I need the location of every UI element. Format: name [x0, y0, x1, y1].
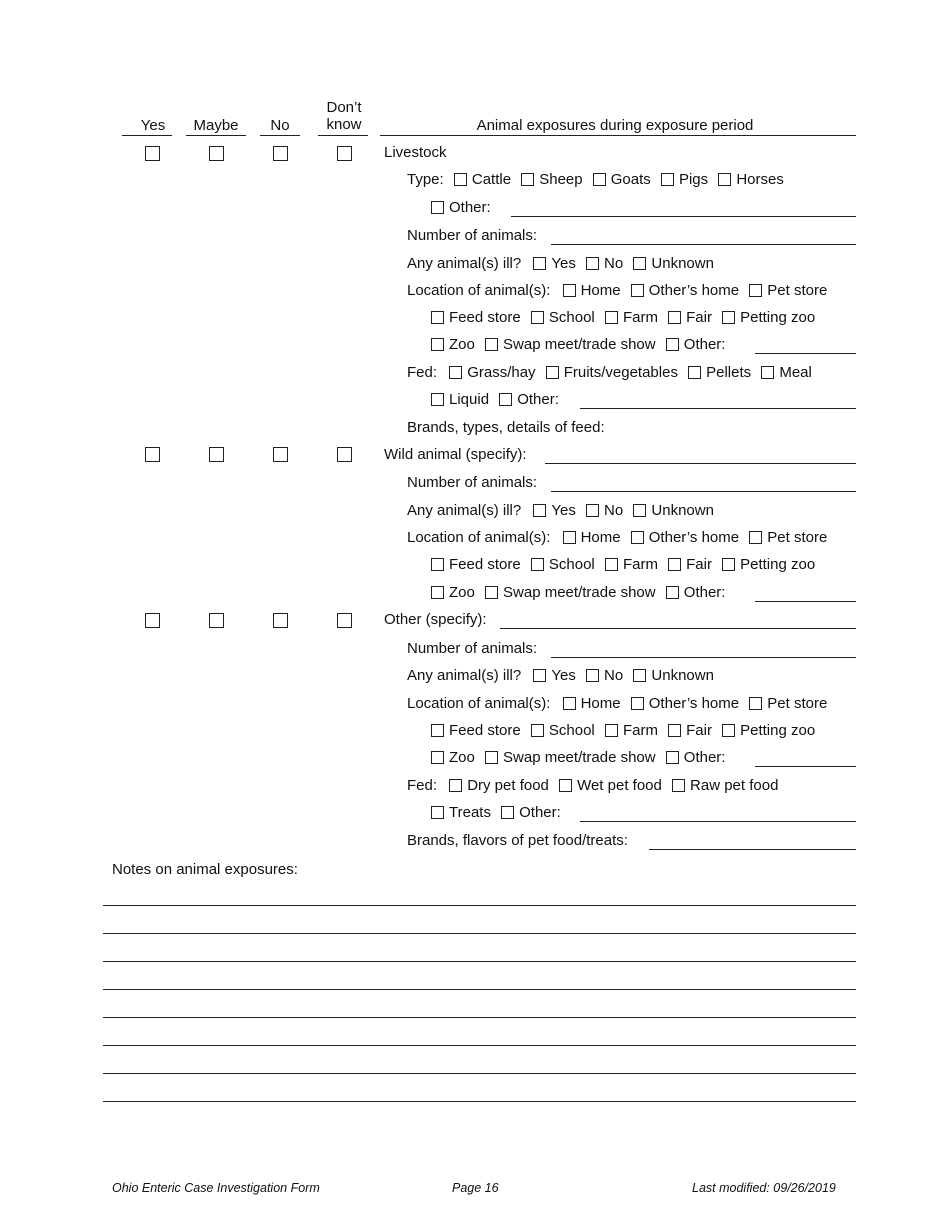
option-label: Feed store [449, 556, 521, 573]
ill-label: Any animal(s) ill? [407, 502, 522, 519]
notes-line[interactable] [103, 1017, 856, 1018]
notes-line[interactable] [103, 933, 856, 934]
loc-zoo-checkbox[interactable] [431, 338, 444, 351]
loc-pet-store-checkbox[interactable] [749, 531, 762, 544]
option-label: Home [580, 529, 621, 546]
loc-petting-zoo-checkbox[interactable] [722, 558, 735, 571]
ill-label: Any animal(s) ill? [407, 255, 522, 272]
loc-others-home-checkbox[interactable] [631, 531, 644, 544]
loc-feed-store-checkbox[interactable] [431, 311, 444, 324]
option-label: Fruits/vegetables [563, 364, 678, 381]
loc-pet-store-checkbox[interactable] [749, 284, 762, 297]
loc-farm-checkbox[interactable] [605, 558, 618, 571]
ill-no-checkbox[interactable] [586, 669, 599, 682]
type-label: Type: [407, 171, 444, 188]
loc-home-checkbox[interactable] [563, 697, 576, 710]
loc-swap-meet-checkbox[interactable] [485, 338, 498, 351]
option-label: Other: [683, 749, 726, 766]
loc-swap-meet-checkbox[interactable] [485, 751, 498, 764]
fed-wet-pet-food-checkbox[interactable] [559, 779, 572, 792]
notes-line[interactable] [103, 1073, 856, 1074]
option-label: Other: [517, 391, 559, 408]
option-label: Petting zoo [740, 309, 816, 326]
livestock-location-row3 [431, 336, 731, 354]
option-label: Feed store [449, 722, 521, 739]
other-location-row3 [431, 749, 731, 767]
fed-pellets-checkbox[interactable] [688, 366, 701, 379]
option-label: School [548, 309, 595, 326]
option-label: Farm [622, 309, 658, 326]
option-label: Dry pet food [467, 777, 549, 794]
option-label: Pet store [767, 282, 828, 299]
footer-page-number: Page 16 [452, 1181, 499, 1195]
livestock-location-row1 [407, 282, 833, 300]
type-sheep-checkbox[interactable] [521, 173, 534, 186]
wild-no-checkbox[interactable] [273, 447, 288, 462]
ill-unknown-checkbox[interactable] [633, 257, 646, 270]
location-label: Location of animal(s): [407, 695, 551, 712]
option-label: Liquid [449, 391, 490, 408]
header-rule [122, 135, 172, 136]
option-label: Treats [449, 804, 491, 821]
loc-fair-checkbox[interactable] [668, 558, 681, 571]
other-maybe-checkbox[interactable] [209, 613, 224, 628]
loc-other-field[interactable] [755, 353, 856, 354]
loc-petting-zoo-checkbox[interactable] [722, 311, 735, 324]
loc-others-home-checkbox[interactable] [631, 284, 644, 297]
option-label: Other: [683, 584, 726, 601]
loc-other-checkbox[interactable] [666, 586, 679, 599]
ill-unknown-checkbox[interactable] [633, 504, 646, 517]
option-label: Fair [686, 722, 712, 739]
fed-treats-checkbox[interactable] [431, 806, 444, 819]
wild-maybe-checkbox[interactable] [209, 447, 224, 462]
fed-raw-pet-food-checkbox[interactable] [672, 779, 685, 792]
fed-other-field[interactable] [580, 821, 856, 822]
loc-petting-zoo-checkbox[interactable] [722, 724, 735, 737]
wild-label: Wild animal (specify): [384, 446, 527, 463]
loc-zoo-checkbox[interactable] [431, 586, 444, 599]
livestock-yes-checkbox[interactable] [145, 146, 160, 161]
notes-line[interactable] [103, 905, 856, 906]
loc-feed-store-checkbox[interactable] [431, 724, 444, 737]
fed-liquid-checkbox[interactable] [431, 393, 444, 406]
option-label: Pet store [767, 529, 828, 546]
other-yes-checkbox[interactable] [145, 613, 160, 628]
option-label: Farm [622, 722, 658, 739]
type-horses-checkbox[interactable] [718, 173, 731, 186]
option-label: Fair [686, 556, 712, 573]
livestock-fed-row2 [431, 391, 565, 409]
fed-dry-pet-food-checkbox[interactable] [449, 779, 462, 792]
option-label: Unknown [651, 255, 714, 272]
option-label: Feed store [449, 309, 521, 326]
livestock-no-checkbox[interactable] [273, 146, 288, 161]
option-label: Home [580, 282, 621, 299]
notes-label: Notes on animal exposures: [112, 861, 298, 878]
fed-meal-checkbox[interactable] [761, 366, 774, 379]
loc-pet-store-checkbox[interactable] [749, 697, 762, 710]
wild-number-field[interactable] [551, 491, 856, 492]
wild-location-row1 [407, 529, 833, 547]
header-rule [186, 135, 246, 136]
wild-location-row3 [431, 584, 731, 602]
option-label: Other’s home [648, 695, 740, 712]
option-label: Unknown [651, 502, 714, 519]
wild-ill-row [407, 502, 720, 520]
section-title: Animal exposures during exposure period [476, 117, 754, 134]
header-rule [260, 135, 300, 136]
loc-school-checkbox[interactable] [531, 311, 544, 324]
other-location-row2 [431, 722, 821, 740]
option-label: Pigs [678, 171, 709, 188]
type-goats-checkbox[interactable] [593, 173, 606, 186]
option-label: Swap meet/trade show [503, 749, 656, 766]
loc-other-field[interactable] [755, 766, 856, 767]
livestock-type-row [407, 171, 790, 189]
col-dont-know: Don’t know [326, 99, 362, 133]
location-label: Location of animal(s): [407, 529, 551, 546]
other-dont-know-checkbox[interactable] [337, 613, 352, 628]
loc-school-checkbox[interactable] [531, 724, 544, 737]
option-label: Swap meet/trade show [503, 336, 656, 353]
type-pigs-checkbox[interactable] [661, 173, 674, 186]
header-rule [380, 135, 856, 136]
option-label: Other: [449, 199, 491, 216]
ill-yes-checkbox[interactable] [533, 504, 546, 517]
loc-swap-meet-checkbox[interactable] [485, 586, 498, 599]
other-number-field[interactable] [551, 657, 856, 658]
footer-form-name: Ohio Enteric Case Investigation Form [112, 1181, 320, 1195]
other-location-row1 [407, 695, 833, 713]
livestock-dont-know-checkbox[interactable] [337, 146, 352, 161]
loc-other-field[interactable] [755, 601, 856, 602]
loc-zoo-checkbox[interactable] [431, 751, 444, 764]
wild-yes-checkbox[interactable] [145, 447, 160, 462]
fed-label: Fed: [407, 777, 438, 794]
option-label: Home [580, 695, 621, 712]
loc-fair-checkbox[interactable] [668, 311, 681, 324]
option-label: Petting zoo [740, 722, 816, 739]
loc-school-checkbox[interactable] [531, 558, 544, 571]
option-label: Yes [551, 255, 576, 272]
livestock-number-field[interactable] [551, 244, 856, 245]
option-label: Other: [519, 804, 561, 821]
livestock-label: Livestock [384, 144, 447, 161]
fed-grass-checkbox[interactable] [449, 366, 462, 379]
header-rule [318, 135, 368, 136]
fed-fruits-checkbox[interactable] [546, 366, 559, 379]
option-label: No [604, 667, 624, 684]
type-other-field[interactable] [511, 216, 856, 217]
option-label: Zoo [449, 336, 475, 353]
livestock-number-label: Number of animals: [407, 227, 538, 244]
fed-label: Fed: [407, 364, 438, 381]
loc-fair-checkbox[interactable] [668, 724, 681, 737]
livestock-location-row2 [431, 309, 821, 327]
option-label: Wet pet food [577, 777, 662, 794]
option-label: Other’s home [648, 529, 740, 546]
option-label: Zoo [449, 749, 475, 766]
livestock-ill-row [407, 255, 720, 273]
option-label: School [548, 556, 595, 573]
option-label: Sheep [539, 171, 583, 188]
fed-other-checkbox[interactable] [501, 806, 514, 819]
ill-yes-checkbox[interactable] [533, 257, 546, 270]
option-label: Other: [683, 336, 726, 353]
loc-home-checkbox[interactable] [563, 531, 576, 544]
ill-no-checkbox[interactable] [586, 504, 599, 517]
col-no: No [270, 117, 290, 134]
ill-yes-checkbox[interactable] [533, 669, 546, 682]
notes-line[interactable] [103, 1101, 856, 1102]
option-label: Goats [610, 171, 651, 188]
option-label: Raw pet food [690, 777, 779, 794]
other-no-checkbox[interactable] [273, 613, 288, 628]
option-label: Unknown [651, 667, 714, 684]
loc-other-checkbox[interactable] [666, 338, 679, 351]
option-label: Meal [779, 364, 812, 381]
fed-other-checkbox[interactable] [499, 393, 512, 406]
notes-line[interactable] [103, 989, 856, 990]
option-label: Petting zoo [740, 556, 816, 573]
option-label: Pet store [767, 695, 828, 712]
wild-dont-know-checkbox[interactable] [337, 447, 352, 462]
other-brands-label: Brands, flavors of pet food/treats: [407, 832, 628, 849]
fed-other-field[interactable] [580, 408, 856, 409]
ill-unknown-checkbox[interactable] [633, 669, 646, 682]
option-label: School [548, 722, 595, 739]
option-label: Grass/hay [467, 364, 536, 381]
loc-feed-store-checkbox[interactable] [431, 558, 444, 571]
loc-farm-checkbox[interactable] [605, 311, 618, 324]
other-fed-row1 [407, 777, 784, 795]
other-fed-row2 [431, 804, 567, 822]
ill-label: Any animal(s) ill? [407, 667, 522, 684]
option-label: No [604, 502, 624, 519]
ill-no-checkbox[interactable] [586, 257, 599, 270]
option-label: Horses [736, 171, 784, 188]
other-specify-field[interactable] [500, 628, 856, 629]
option-label: Yes [551, 667, 576, 684]
other-brands-field[interactable] [649, 849, 856, 850]
option-label: Swap meet/trade show [503, 584, 656, 601]
livestock-brands-label: Brands, types, details of feed: [407, 419, 605, 436]
option-label: Other’s home [648, 282, 740, 299]
option-label: No [604, 255, 624, 272]
option-label: Zoo [449, 584, 475, 601]
livestock-maybe-checkbox[interactable] [209, 146, 224, 161]
other-number-label: Number of animals: [407, 640, 538, 657]
notes-line[interactable] [103, 961, 856, 962]
livestock-type-other [431, 199, 491, 217]
option-label: Cattle [471, 171, 512, 188]
option-label: Pellets [706, 364, 752, 381]
loc-farm-checkbox[interactable] [605, 724, 618, 737]
other-ill-row [407, 667, 720, 685]
wild-specify-field[interactable] [545, 463, 856, 464]
type-other-checkbox[interactable] [431, 201, 444, 214]
option-label: Yes [551, 502, 576, 519]
loc-others-home-checkbox[interactable] [631, 697, 644, 710]
wild-location-row2 [431, 556, 821, 574]
type-cattle-checkbox[interactable] [454, 173, 467, 186]
notes-line[interactable] [103, 1045, 856, 1046]
col-yes: Yes [140, 117, 166, 134]
option-label: Fair [686, 309, 712, 326]
livestock-fed-row1 [407, 364, 818, 382]
footer-last-modified: Last modified: 09/26/2019 [692, 1181, 836, 1195]
loc-other-checkbox[interactable] [666, 751, 679, 764]
wild-number-label: Number of animals: [407, 474, 538, 491]
col-maybe: Maybe [193, 117, 239, 134]
location-label: Location of animal(s): [407, 282, 551, 299]
loc-home-checkbox[interactable] [563, 284, 576, 297]
option-label: Farm [622, 556, 658, 573]
other-label: Other (specify): [384, 611, 487, 628]
